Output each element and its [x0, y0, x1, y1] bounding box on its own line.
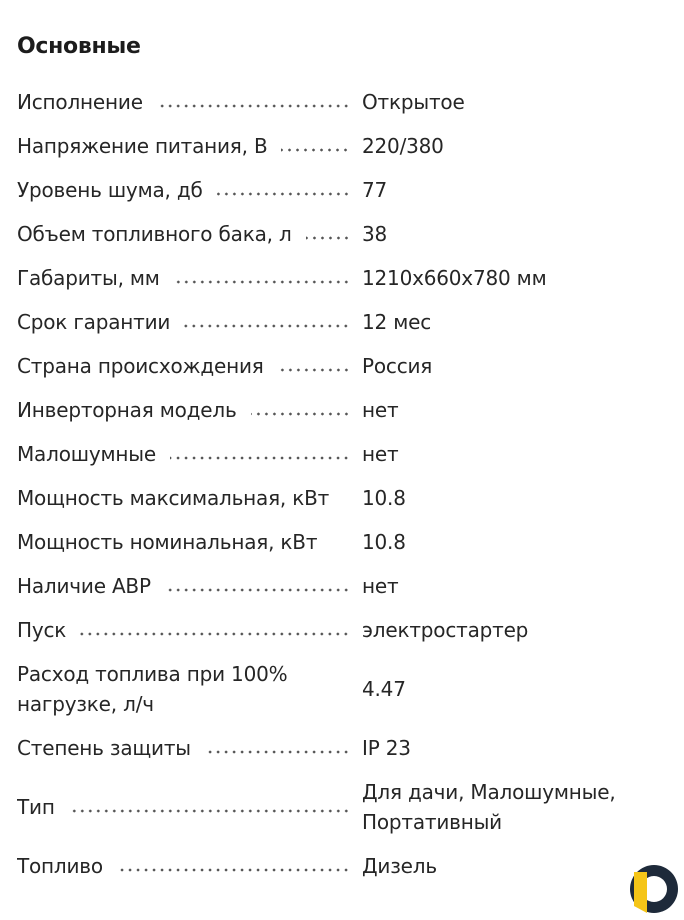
spec-row [17, 168, 667, 212]
spec-value: 220/380 [362, 134, 444, 158]
spec-value: нет [362, 442, 399, 466]
spec-value: электростартер [362, 618, 529, 642]
spec-row [17, 770, 667, 844]
spec-name [17, 219, 354, 249]
dotted-leader [170, 456, 350, 460]
spec-value: Для дачи, Малошумные, Портативный [362, 780, 616, 834]
spec-name [17, 851, 354, 881]
dotted-leader [80, 632, 350, 636]
spec-row [17, 388, 667, 432]
spec-row [17, 124, 667, 168]
spec-label: Наличие АВР [17, 574, 151, 598]
spec-row [17, 344, 667, 388]
spec-value: 4.47 [362, 677, 406, 701]
spec-value: 10.8 [362, 530, 406, 554]
spec-value: Дизель [362, 854, 437, 878]
spec-label: Инверторная модель [17, 398, 237, 422]
spec-label: Уровень шума, дб [17, 178, 203, 202]
spec-row [17, 520, 667, 564]
spec-row [17, 726, 667, 770]
spec-name [17, 527, 354, 557]
spec-label: Пуск [17, 618, 67, 642]
spec-label: Страна происхождения [17, 354, 264, 378]
spec-label: Степень защиты [17, 736, 191, 760]
dotted-leader [205, 750, 350, 754]
dotted-leader [251, 412, 350, 416]
spec-name [17, 439, 354, 469]
spec-name [17, 351, 354, 381]
spec-name [17, 175, 354, 205]
section-title: Основные [17, 34, 141, 59]
spec-row [17, 564, 667, 608]
dotted-leader [117, 868, 350, 872]
dotted-leader [281, 148, 350, 152]
spec-label: Малошумные [17, 442, 156, 466]
spec-name [17, 87, 354, 117]
spec-label: Срок гарантии [17, 310, 171, 334]
spec-value: нет [362, 574, 399, 598]
spec-label: Объем топливного бака, л [17, 222, 292, 246]
spec-name [17, 615, 354, 645]
spec-value: 10.8 [362, 486, 406, 510]
spec-label: Напряжение питания, В [17, 134, 268, 158]
spec-value: 12 мес [362, 310, 431, 334]
spec-label: Мощность номинальная, кВт [17, 530, 318, 554]
spec-value: Россия [362, 354, 433, 378]
spec-value: 38 [362, 222, 388, 246]
spec-name [17, 571, 354, 601]
brand-logo-icon[interactable] [628, 863, 680, 915]
spec-row [17, 432, 667, 476]
spec-name [17, 659, 354, 719]
dotted-leader [278, 368, 350, 372]
spec-value: нет [362, 398, 399, 422]
spec-row [17, 212, 667, 256]
spec-row [17, 844, 667, 888]
spec-row [17, 608, 667, 652]
spec-name [17, 307, 354, 337]
spec-row [17, 476, 667, 520]
spec-value: IP 23 [362, 736, 411, 760]
spec-row [17, 256, 667, 300]
spec-name [17, 483, 354, 513]
dotted-leader [165, 588, 350, 592]
spec-name [17, 263, 354, 293]
spec-name [17, 792, 354, 822]
dotted-leader [69, 809, 350, 813]
dotted-leader [184, 324, 350, 328]
spec-value: 77 [362, 178, 388, 202]
spec-name [17, 131, 354, 161]
dotted-leader [157, 104, 350, 108]
spec-value: 1210x660x780 мм [362, 266, 547, 290]
spec-row [17, 300, 667, 344]
dotted-leader [174, 280, 350, 284]
spec-label: Исполнение [17, 90, 143, 114]
spec-value: Открытое [362, 90, 465, 114]
spec-label: Габариты, мм [17, 266, 160, 290]
spec-row [17, 652, 667, 726]
spec-list [17, 80, 667, 888]
spec-name [17, 733, 354, 763]
dotted-leader [217, 192, 350, 196]
spec-label: Расход топлива при 100% нагрузке, л/ч [17, 662, 288, 716]
spec-label: Мощность максимальная, кВт [17, 486, 330, 510]
spec-label: Тип [17, 795, 55, 819]
dotted-leader [306, 236, 350, 240]
spec-name [17, 395, 354, 425]
spec-label: Топливо [17, 854, 103, 878]
spec-row [17, 80, 667, 124]
